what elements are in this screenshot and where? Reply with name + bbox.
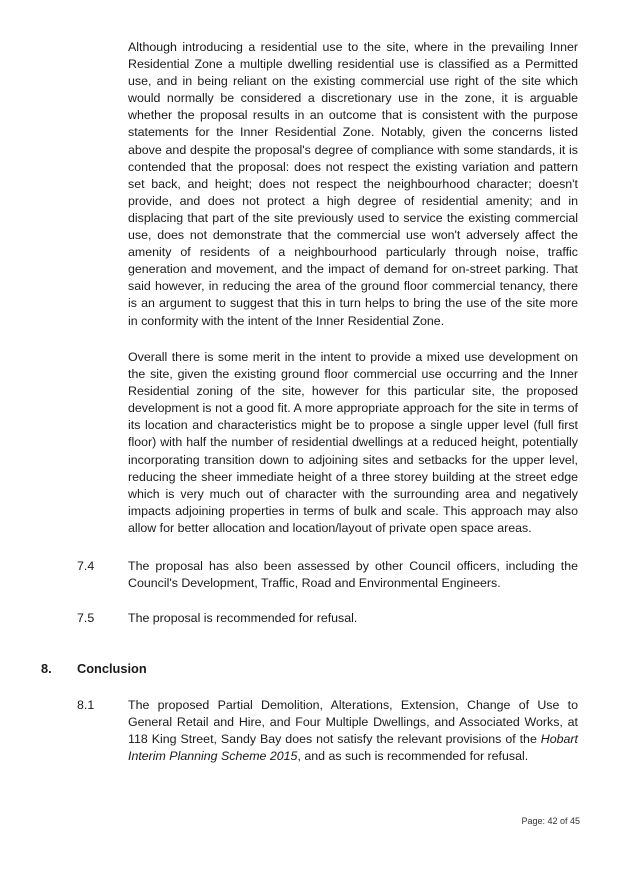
section-number: 8. [41,661,52,676]
body-paragraph-1: Although introducing a residential use to the site, where in the prevailing Inner Residential Zone a multiple dwelling residential use is classified as a Permitted use, and in being reliant on the existing commercial use right of the site which would normally be considered a discretionary use in the zone, it is arguable whether the proposal results in an outcome that is consistent with the purpose statements for the Inner Residential Zone. Notably, given the concerns listed above and despite the proposal's degree of compliance with some standards, it is contended that the proposal: does not respect the existing variation and pattern set back, and height; does not respect the neighbourhood character; doesn't provide, and does not protect a high degree of residential amenity; and in displacing that part of the site previously used to service the existing commercial use, does not demonstrate that the commercial use won't adversely affect the amenity of residents of a neighbourhood particularly through noise, traffic generation and movement, and the impact of demand for on-street parking. That said however, in reducing the area of the ground floor commercial tenancy, there is an argument to suggest that this in turn helps to bring the use of the site more in conformity with the intent of the Inner Residential Zone. [128,40,578,328]
section-title: Conclusion [77,661,147,676]
item-number-8-1: 8.1 [77,698,95,712]
item-number-7-4: 7.4 [77,559,95,573]
item-number-7-5: 7.5 [77,611,95,625]
item-text-7-5: The proposal is recommended for refusal. [128,611,358,625]
item-text-8-1 [128,697,578,765]
conclusion-text-end: , and as such is recommended for refusal. [297,749,529,764]
planning-scheme-title: Hobart Interim Planning Scheme 2015 [128,732,578,764]
body-paragraph-2: Overall there is some merit in the intent to provide a mixed use development on the site, given the existing ground floor commercial use occurring and the Inner Residential zoning of the site, however for this particular site, the proposed development is not a good fit. A more appropriate approach for the site in terms of its location and characteristics might be to propose a single upper level (full first floor) with half the number of residential dwellings at a reduced height, potentially incorporating transition down to adjoining sites and setbacks for the upper level, reducing the sheer immediate height of a three storey building at the street edge which is very much out of character with the surrounding area and negatively impacts adjoining properties in terms of bulk and scale. This approach may also allow for better allocation and location/layout of private open space areas. [128,350,578,535]
conclusion-text-start: The proposed Partial Demolition, Alterations, Extension, Change of Use to General Retail and Hire, and Four Multiple Dwellings, and Associated Works, at 118 King Street, Sandy Bay does not satisfy the relevant provisions of the [128,698,578,747]
page-number: Page: 42 of 45 [521,816,580,826]
item-text-7-4: The proposal has also been assessed by other Council officers, including the Council's Development, Traffic, Road and Environmental Engineers. [128,559,578,591]
